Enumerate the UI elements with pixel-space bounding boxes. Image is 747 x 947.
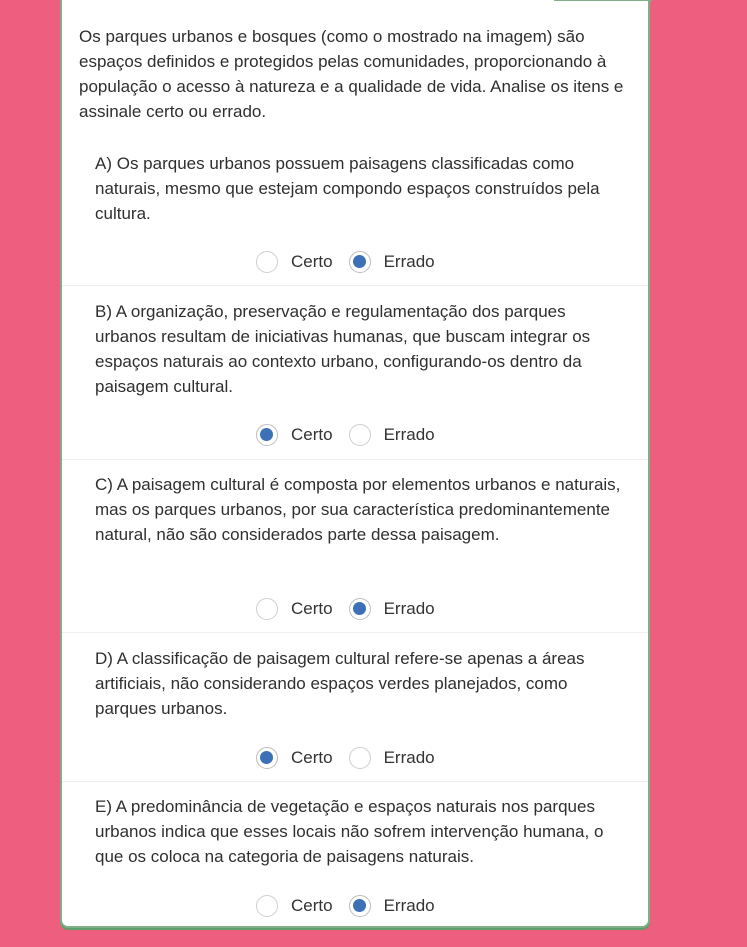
question-b-text: B) A organização, preservação e regulamentação dos parques urbanos resultam de iniciativas humanas, que buscam integrar os espaços naturais ao contexto urbano, configurando-os dentro da paisagem cultural.	[95, 302, 591, 396]
question-e-errado-option[interactable]	[349, 895, 435, 917]
question-a-errado-option[interactable]	[349, 251, 435, 273]
question-c-errado-radio[interactable]	[349, 598, 371, 620]
question-b-options	[256, 422, 451, 448]
question-d-errado-radio[interactable]	[349, 747, 371, 769]
option-label: Errado	[383, 896, 435, 915]
option-label: Errado	[383, 425, 435, 444]
divider	[62, 632, 648, 633]
question-b-certo-radio[interactable]	[256, 424, 278, 446]
question-a-errado-radio[interactable]	[349, 251, 371, 273]
question-card	[60, 0, 650, 928]
question-c-certo-option[interactable]	[256, 598, 333, 620]
option-label: Errado	[383, 748, 435, 767]
question-d-certo-radio[interactable]	[256, 747, 278, 769]
question-e-options	[256, 893, 451, 919]
question-d-options	[256, 745, 451, 771]
divider	[62, 285, 648, 286]
question-d-errado-option[interactable]	[349, 747, 435, 769]
question-c-options	[256, 596, 451, 622]
question-c-certo-radio[interactable]	[256, 598, 278, 620]
option-label: Certo	[291, 896, 333, 915]
question-e-errado-radio[interactable]	[349, 895, 371, 917]
question-a-certo-option[interactable]	[256, 251, 333, 273]
option-label: Certo	[291, 599, 333, 618]
question-b-errado-radio[interactable]	[349, 424, 371, 446]
divider	[62, 781, 648, 782]
question-d-text: D) A classificação de paisagem cultural refere-se apenas a áreas artificiais, não considerando espaços verdes planejados, como parques urbanos.	[95, 649, 585, 718]
question-e-text: E) A predominância de vegetação e espaços naturais nos parques urbanos indica que esses locais não sofrem intervenção humana, o que os coloca na categoria de paisagens naturais.	[95, 797, 604, 866]
question-c-text: C) A paisagem cultural é composta por elementos urbanos e naturais, mas os parques urbanos, por sua característica predominantemente natural, não são considerados parte dessa paisagem.	[95, 475, 621, 544]
intro-text: Os parques urbanos e bosques (como o mostrado na imagem) são espaços definidos e protegidos pelas comunidades, proporcionando à população o acesso à natureza e a qualidade de vida. Analise os itens e assinale certo ou errado.	[79, 27, 624, 121]
top-accent-line	[554, 0, 652, 1]
question-b-certo-option[interactable]	[256, 424, 333, 446]
option-label: Certo	[291, 748, 333, 767]
question-e-certo-radio[interactable]	[256, 895, 278, 917]
question-a-options	[256, 249, 451, 275]
divider	[62, 459, 648, 460]
option-label: Errado	[383, 599, 435, 618]
option-label: Certo	[291, 252, 333, 271]
question-e-certo-option[interactable]	[256, 895, 333, 917]
question-a-certo-radio[interactable]	[256, 251, 278, 273]
question-b-errado-option[interactable]	[349, 424, 435, 446]
option-label: Errado	[383, 252, 435, 271]
question-d-certo-option[interactable]	[256, 747, 333, 769]
question-c-errado-option[interactable]	[349, 598, 435, 620]
option-label: Certo	[291, 425, 333, 444]
question-a-text: A) Os parques urbanos possuem paisagens classificadas como naturais, mesmo que estejam compondo espaços construídos pela cultura.	[95, 154, 600, 223]
